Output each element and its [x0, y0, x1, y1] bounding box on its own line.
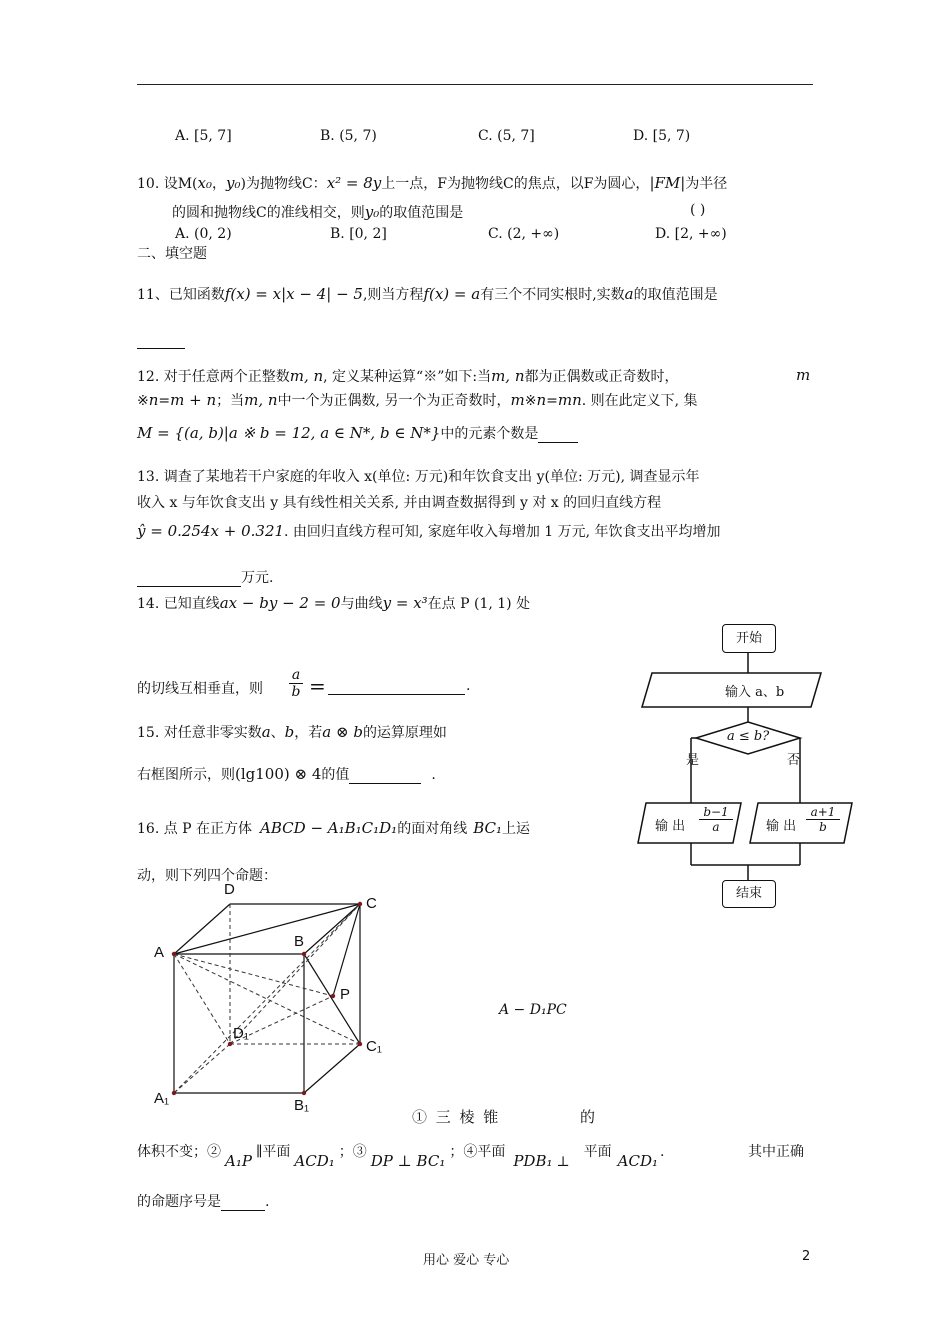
q15-line1: 15. 对任意非零实数a、b，若a ⊗ b的运算原理如 [137, 723, 447, 741]
section-fill-in-heading: 二、填空题 [137, 246, 207, 262]
q16-correct: 其中正确 [748, 1144, 804, 1160]
flowchart-yes: 是 [686, 753, 700, 768]
q12-line2: ※n=m + n；当m, n中一个为正偶数, 另一个为正奇数时，m※n=mn. 则在此定义下, 集 [137, 391, 698, 409]
cube-label-d: D [224, 881, 235, 898]
q9-option-c: C. (5, 7] [478, 128, 535, 144]
q13-line2: 收入 x 与年饮食支出 y 具有线性相关关系, 并由调查数据得到 y 对 x 的回归直线方程 [137, 495, 662, 511]
q10-option-d: D. [2, +∞) [655, 226, 727, 242]
q13-line3: ŷ = 0.254x + 0.321. 由回归直线方程可知, 家庭年收入每增加 1 万元, 年饮食支出平均增加 [137, 522, 721, 540]
q13-line1: 13. 调查了某地若干户家庭的年收入 x(单位: 万元)和年饮食支出 y(单位: 万元), 调查显示年 [137, 469, 700, 485]
flowchart-input: 输入 a、b [725, 685, 785, 700]
q14-fraction: a b [289, 667, 303, 700]
footer-center: 用心 爱心 专心 [423, 1253, 510, 1268]
flowchart-output-right-label: 输 出 [766, 819, 797, 834]
q12-m: m [796, 366, 811, 384]
q14-period: . [466, 678, 471, 694]
flowchart-end: 结束 [722, 880, 776, 908]
q10-option-a: A. (0, 2) [175, 226, 232, 242]
q12-line1: 12. 对于任意两个正整数m, n, 定义某种运算“※”如下:当m, n都为正偶数或正奇数时， [137, 367, 679, 385]
cube-label-p: P [340, 986, 351, 1003]
cube-label-b1: B₁ [294, 1097, 310, 1114]
q16-last-line: 的命题序号是 . [137, 1194, 270, 1210]
q9-option-a: A. [5, 7] [175, 128, 232, 144]
q9-option-d: D. [5, 7) [633, 128, 691, 144]
q16-prop1-de: 的 [580, 1108, 596, 1126]
page-number: 2 [802, 1249, 811, 1264]
flowchart-output-left-fraction: b−1 a [699, 805, 733, 834]
q10-line2: 的圆和抛物线C的准线相交，则y₀的取值范围是 [172, 203, 464, 221]
cube-label-a: A [154, 944, 165, 961]
cube-label-c: C [366, 895, 377, 912]
q10-option-b: B. [0, 2] [330, 226, 387, 242]
q10-option-c: C. (2, +∞) [488, 226, 560, 242]
q11-text: 11、已知函数f(x) = x|x − 4| − 5,则当方程f(x) = a有三个不同实根时,实数a的取值范围是 [137, 285, 718, 303]
q16-answer-blank[interactable] [221, 1194, 265, 1211]
q14-line1: 14. 已知直线ax − by − 2 = 0与曲线y = x³在点 P (1, 1) 处 [137, 594, 531, 612]
q15-line2: 右框图所示，则(lg100) ⊗ 4的值 . [137, 765, 436, 783]
q14-line2: 的切线互相垂直，则 [137, 681, 263, 697]
flowchart-output-left-label: 输 出 [655, 819, 686, 834]
q16-line1: 16. 点 P 在正方体 ABCD − A₁B₁C₁D₁的面对角线 BC₁上运 [137, 819, 530, 837]
flowchart-start: 开始 [722, 624, 776, 653]
q10-answer-paren: ( ) [690, 202, 706, 218]
cube-label-d1: D₁ [233, 1025, 249, 1042]
flowchart-no: 否 [787, 753, 801, 768]
q9-option-b: B. (5, 7) [320, 128, 377, 144]
cube-label-b: B [294, 933, 305, 950]
flowchart-output-right-fraction: a+1 b [806, 805, 840, 834]
cube-label-a1: A₁ [154, 1090, 170, 1107]
q12-line3: M = {(a, b)|a ※ b = 12, a ∈ N*, b ∈ N*}中的元素个数是 [137, 423, 578, 443]
q16-props-line: 体积不变；② A₁P ∥平面 ACD₁ ；③ DP ⊥ BC₁ ；④平面 PDB₁ ⊥平面 ACD₁ . [137, 1144, 665, 1170]
cube-label-c1: C₁ [366, 1038, 382, 1055]
q10-line1: 10. 设M(x₀，y₀)为抛物线C：x² = 8y上一点，F为抛物线C的焦点，以F为圆心，|FM|为半径 [137, 174, 728, 192]
q16-prop1: ① 三 棱 锥 [412, 1108, 501, 1126]
q16-line2: 动，则下列四个命题： [137, 868, 277, 884]
flowchart-condition: a ≤ b? [727, 729, 770, 744]
q14-equals: = [309, 674, 326, 698]
q16-pyramid-expr: A − D₁PC [499, 1002, 567, 1018]
q13-line4: 万元. [137, 567, 273, 587]
